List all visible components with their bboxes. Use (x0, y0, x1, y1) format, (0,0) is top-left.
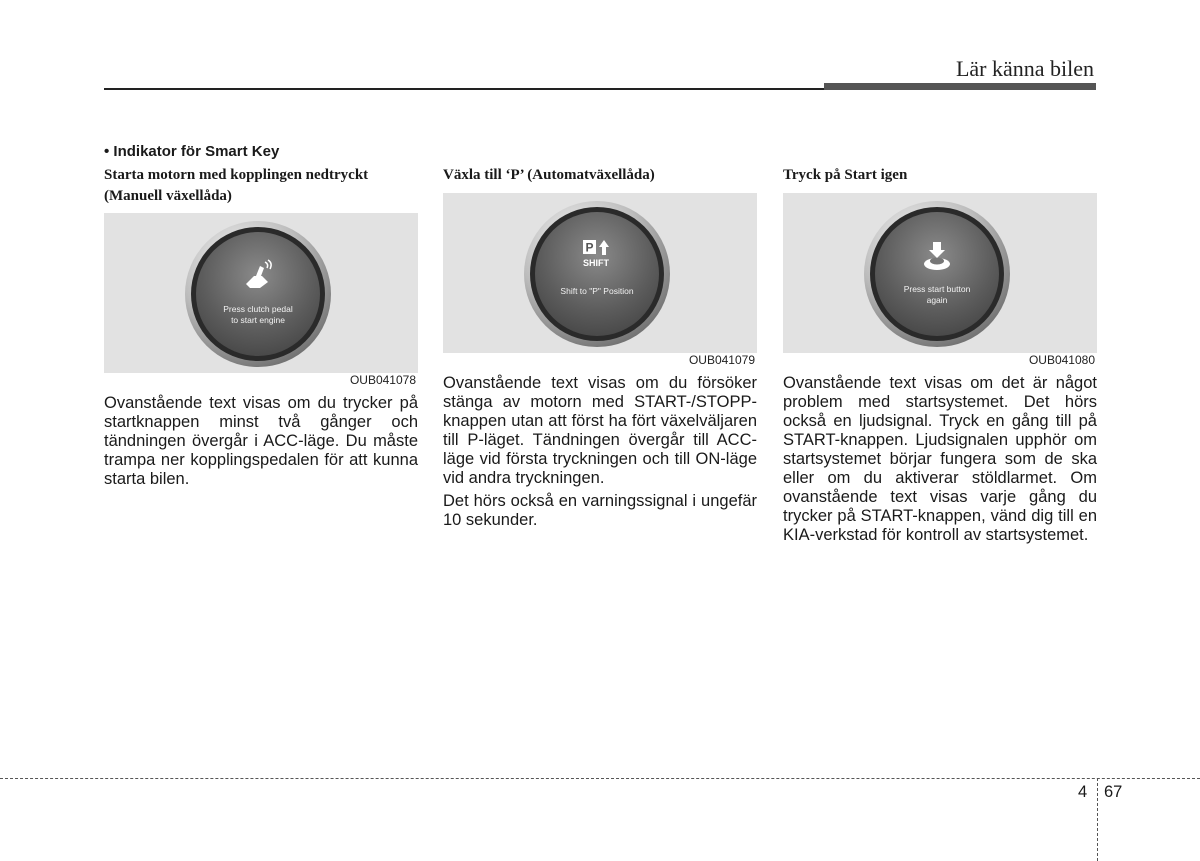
hand-pedal-icon (240, 258, 276, 294)
indicator-message: Shift to "P" Position (560, 286, 634, 296)
start-button-illustration (864, 201, 1010, 347)
subsection-heading: Starta motorn med kopplingen nedtryckt (Manuell växellåda) (104, 167, 369, 204)
indicator-figure (104, 213, 418, 387)
footer-rule (0, 778, 1200, 779)
chapter-number: 4 (1078, 783, 1088, 801)
footer-divider (1097, 778, 1098, 861)
column-shift-to-p (443, 143, 757, 530)
indicator-figure (783, 193, 1097, 367)
column-smart-key-clutch (104, 143, 418, 489)
body-paragraph: Ovanstående text visas om du försöker stänga av motorn med START-/STOPP-knappen utan att först ha fört växelväljaren till P-läget. Tändningen övergår till ACC-läge vid första tryckningen och till ON-läge vid andra tryckningen. (443, 374, 757, 487)
start-button-illustration (524, 201, 670, 347)
start-button-illustration (185, 221, 331, 367)
body-paragraph: Det hörs också en varningssignal i ungefär 10 sekunder. (443, 492, 757, 529)
press-button-icon (919, 238, 955, 274)
subsection-heading: Tryck på Start igen (783, 167, 908, 183)
indicator-figure (443, 193, 757, 367)
shift-p-icon (579, 238, 615, 274)
header-rule-accent (824, 83, 1096, 90)
subsection-heading: Växla till ‘P’ (Automatväxellåda) (443, 167, 655, 183)
body-paragraph: Ovanstående text visas om du trycker på startknappen minst två gånger och tändningen övergår i ACC-läge. Du måste trampa ner kopplingspedalen för att kunna starta bilen. (104, 394, 418, 488)
column-press-start-again (783, 143, 1097, 545)
body-paragraph: Ovanstående text visas om det är något problem med startsystemet. Det hörs också en ljudsignal. Tryck en gång till på START-knappen. Ljudsignalen upphör om startsystemet börjar fungera som de ska eller om du aktiverar stöldlarmet. Om ovanstående text visas varje gång du trycker på START-knappen, vänd dig till en KIA-verkstad för kontroll av startsystemet. (783, 374, 1097, 544)
figure-code: OUB041078 (349, 373, 416, 387)
figure-code: OUB041080 (1028, 353, 1095, 367)
indicator-message: Press clutch pedal to start engine (223, 304, 293, 325)
section-heading: • Indikator för Smart Key (104, 143, 280, 160)
figure-code: OUB041079 (688, 353, 755, 367)
page-header-title: Lär känna bilen (955, 56, 1094, 81)
page-number: 67 (1104, 783, 1123, 801)
icon-p-label: P (585, 240, 594, 255)
header-rule (104, 88, 824, 90)
icon-shift-label: SHIFT (583, 258, 609, 268)
indicator-message: Press start button again (903, 284, 971, 305)
